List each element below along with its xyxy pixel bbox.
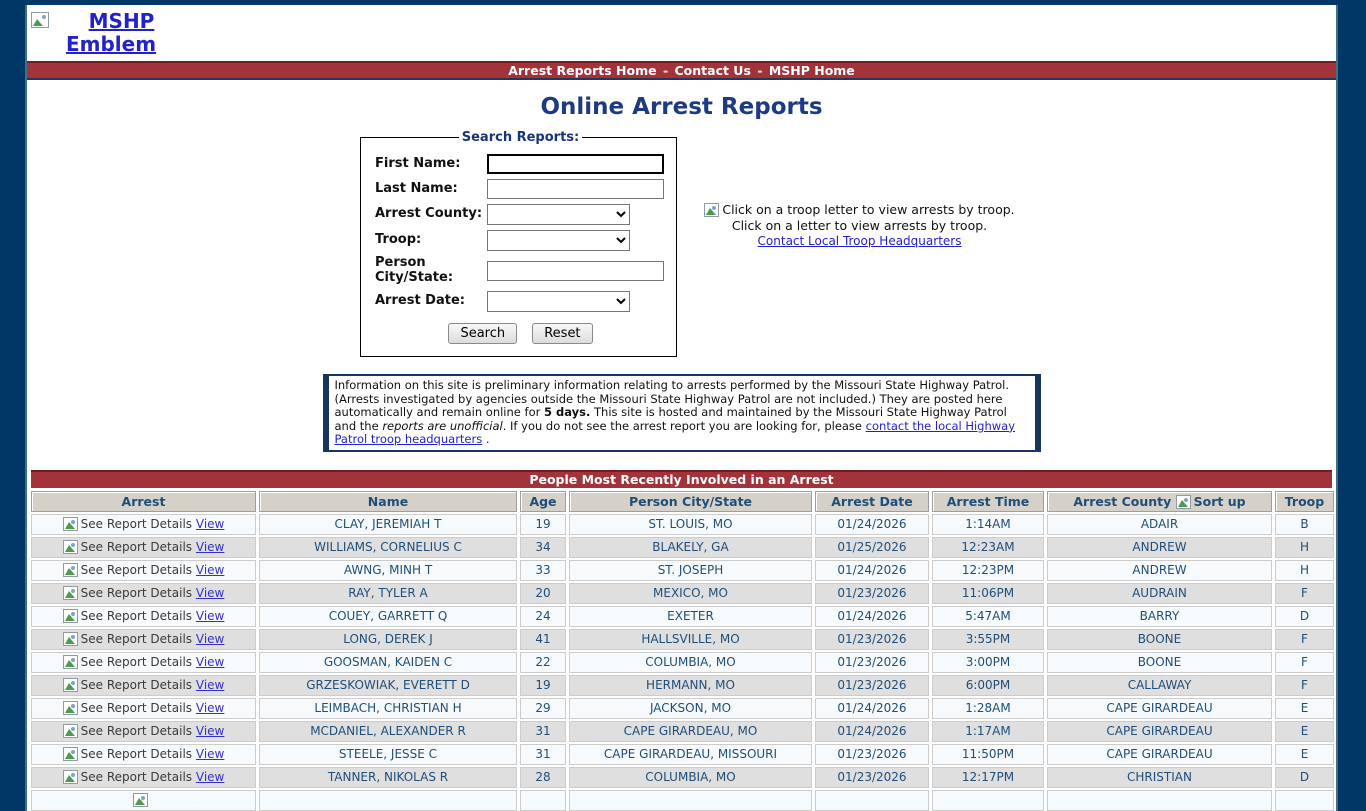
arrest-details-cell — [31, 606, 256, 627]
column-header-age[interactable]: Age — [520, 491, 566, 512]
troop-cell: B — [1275, 514, 1334, 535]
arrest-details-cell — [31, 583, 256, 604]
troop-cell: D — [1275, 767, 1334, 788]
troop-map-alt-text: Click on a troop letter to view arrests by troop. — [722, 202, 1015, 217]
name-cell: CLAY, JEREMIAH T — [259, 514, 517, 535]
arrest-time-cell: 5:47AM — [932, 606, 1044, 627]
arrest-time-cell: 11:06PM — [932, 583, 1044, 604]
contact-local-troop-link[interactable]: Contact Local Troop Headquarters — [757, 234, 962, 249]
see-report-details-icon — [63, 678, 78, 692]
name-cell: TANNER, NIKOLAS R — [259, 767, 517, 788]
arrest-date-cell: 01/24/2026 — [815, 606, 929, 627]
age-cell: 31 — [520, 744, 566, 765]
age-cell: 34 — [520, 537, 566, 558]
name-cell: AWNG, MINH T — [259, 560, 517, 581]
notice-text: This site is hosted and maintained by the Missouri State Highway Patrol and the — [334, 405, 1007, 433]
main-area — [27, 130, 1336, 358]
see-report-details-icon — [63, 563, 78, 577]
arrest-county-cell: AUDRAIN — [1047, 583, 1272, 604]
see-report-details-icon — [63, 517, 78, 531]
arrest-time-cell: 1:17AM — [932, 721, 1044, 742]
troop-select[interactable] — [487, 230, 630, 251]
name-cell: RAY, TYLER A — [259, 583, 517, 604]
arrest-county-cell: ADAIR — [1047, 514, 1272, 535]
age-cell: 24 — [520, 606, 566, 627]
troop-cell: D — [1275, 606, 1334, 627]
arrest-time-cell: 11:50PM — [932, 744, 1044, 765]
nav-separator: - — [752, 63, 767, 78]
city-state-cell: COLUMBIA, MO — [569, 652, 812, 673]
view-report-link[interactable]: View — [195, 631, 225, 646]
results-grid — [31, 488, 1332, 811]
notice-text: . If you do not see the arrest report you are looking for, please — [502, 418, 866, 433]
arrest-date-select[interactable] — [487, 291, 630, 312]
see-report-details-text: See Report Details — [80, 585, 193, 600]
arrest-details-cell — [31, 629, 256, 650]
nav-link-mshp-home[interactable]: MSHP Home — [768, 63, 855, 78]
arrest-county-cell: CAPE GIRARDEAU — [1047, 721, 1272, 742]
see-report-details-text: See Report Details — [80, 746, 193, 761]
city-state-cell: EXETER — [569, 606, 812, 627]
arrest-county-cell: BOONE — [1047, 629, 1272, 650]
arrest-details-cell — [31, 652, 256, 673]
column-header-troop[interactable]: Troop — [1275, 491, 1334, 512]
name-cell: LONG, DEREK J — [259, 629, 517, 650]
view-report-link[interactable]: View — [195, 562, 225, 577]
city-state-cell: HALLSVILLE, MO — [569, 629, 812, 650]
see-report-details-text: See Report Details — [80, 516, 193, 531]
city-state-cell: CAPE GIRARDEAU, MO — [569, 721, 812, 742]
notice-text: . — [482, 432, 490, 447]
arrest-details-cell — [31, 514, 256, 535]
age-cell: 22 — [520, 652, 566, 673]
name-cell: COUEY, GARRETT Q — [259, 606, 517, 627]
search-button[interactable]: Search — [448, 323, 517, 344]
notice-italic-unofficial: reports are unofficial — [382, 418, 503, 433]
see-report-details-text: See Report Details — [80, 631, 193, 646]
arrest-date-label: Arrest Date: — [375, 292, 465, 308]
see-report-details-text: See Report Details — [80, 654, 193, 669]
arrest-time-cell: 12:17PM — [932, 767, 1044, 788]
city-state-cell: HERMANN, MO — [569, 675, 812, 696]
arrest-county-cell: CHRISTIAN — [1047, 767, 1272, 788]
arrest-time-cell: 3:55PM — [932, 629, 1044, 650]
city-state-cell: CAPE GIRARDEAU, MISSOURI — [569, 744, 812, 765]
see-report-details-text: See Report Details — [80, 700, 193, 715]
see-report-details-icon — [63, 724, 78, 738]
name-cell: LEIMBACH, CHRISTIAN H — [259, 698, 517, 719]
notice-bold-days: 5 days. — [544, 405, 591, 420]
city-state-cell: COLUMBIA, MO — [569, 767, 812, 788]
city-state-cell: JACKSON, MO — [569, 698, 812, 719]
see-report-details-icon — [63, 540, 78, 554]
results-section — [31, 470, 1332, 811]
see-report-details-icon — [63, 701, 78, 715]
city-state-cell: MEXICO, MO — [569, 583, 812, 604]
age-cell: 29 — [520, 698, 566, 719]
age-cell: 19 — [520, 675, 566, 696]
first-name-input[interactable] — [487, 154, 664, 174]
arrest-date-cell: 01/23/2026 — [815, 744, 929, 765]
arrest-county-cell: CAPE GIRARDEAU — [1047, 744, 1272, 765]
name-cell: GRZESKOWIAK, EVERETT D — [259, 675, 517, 696]
troop-cell: E — [1275, 698, 1334, 719]
arrest-date-cell: 01/23/2026 — [815, 652, 929, 673]
troop-cell — [1275, 790, 1334, 811]
troop-map-caption: Click on a letter to view arrests by troop. — [731, 217, 988, 233]
city-state-cell: ST. JOSEPH — [569, 560, 812, 581]
view-report-link[interactable]: View — [195, 516, 225, 531]
arrest-date-cell — [815, 790, 929, 811]
arrest-date-cell: 01/24/2026 — [815, 560, 929, 581]
column-header-name[interactable]: Name — [259, 491, 517, 512]
troop-cell: E — [1275, 744, 1334, 765]
arrest-details-cell — [31, 560, 256, 581]
arrest-time-cell — [932, 790, 1044, 811]
troop-cell: F — [1275, 629, 1334, 650]
troop-label: Troop: — [375, 232, 422, 248]
person-city-state-label: Person City/State: — [375, 255, 454, 285]
arrest-county-cell: BARRY — [1047, 606, 1272, 627]
arrest-county-cell — [1047, 790, 1272, 811]
see-report-details-icon — [63, 655, 78, 669]
troop-cell: F — [1275, 675, 1334, 696]
arrest-date-cell: 01/23/2026 — [815, 767, 929, 788]
arrest-details-cell — [31, 698, 256, 719]
age-cell: 28 — [520, 767, 566, 788]
notice-text: Information on this site is preliminary information relating to arrests performed by the Missouri State Highway Patrol. (Arrests investigated by agencies outside the Missouri State Highway Patrol are not included.) They are posted here automatically and remain online for — [334, 378, 1010, 420]
arrest-date-cell: 01/23/2026 — [815, 675, 929, 696]
top-navbar — [27, 61, 1336, 80]
broken-image-icon — [31, 12, 49, 28]
person-city-state-input[interactable] — [487, 261, 664, 281]
view-report-link[interactable]: View — [195, 654, 225, 669]
arrest-details-cell — [31, 744, 256, 765]
mshp-emblem-alt-text: MSHP Emblem — [65, 9, 157, 56]
see-report-details-icon — [63, 747, 78, 761]
column-header-arrest-time[interactable]: Arrest Time — [932, 491, 1044, 512]
name-cell: STEELE, JESSE C — [259, 744, 517, 765]
search-reports-legend: Search Reports: — [461, 130, 580, 145]
see-report-details-icon — [63, 770, 78, 784]
arrest-county-label: Arrest County: — [375, 206, 483, 222]
column-header-arrest-date[interactable]: Arrest Date — [815, 491, 929, 512]
see-report-details-text: See Report Details — [80, 562, 193, 577]
arrest-time-cell: 6:00PM — [932, 675, 1044, 696]
last-name-input[interactable] — [487, 179, 664, 199]
arrest-time-cell: 12:23AM — [932, 537, 1044, 558]
view-report-link[interactable]: View — [195, 539, 225, 554]
page-title: Online Arrest Reports — [540, 94, 823, 120]
mshp-emblem-link[interactable] — [31, 10, 191, 56]
page-frame — [25, 5, 1338, 811]
troop-cell: H — [1275, 537, 1334, 558]
arrest-time-cell: 12:23PM — [932, 560, 1044, 581]
see-report-details-icon — [63, 609, 78, 623]
view-report-link[interactable]: View — [195, 746, 225, 761]
see-report-details-text: See Report Details — [80, 539, 193, 554]
arrest-county-cell: ANDREW — [1047, 537, 1272, 558]
column-header-arrest[interactable]: Arrest — [31, 491, 256, 512]
age-cell — [520, 790, 566, 811]
name-cell — [259, 790, 517, 811]
arrest-county-cell: BOONE — [1047, 652, 1272, 673]
age-cell: 31 — [520, 721, 566, 742]
arrest-date-cell: 01/23/2026 — [815, 629, 929, 650]
arrest-county-cell: CALLAWAY — [1047, 675, 1272, 696]
troop-cell: E — [1275, 721, 1334, 742]
arrest-date-cell: 01/24/2026 — [815, 721, 929, 742]
city-state-cell: BLAKELY, GA — [569, 537, 812, 558]
name-cell: WILLIAMS, CORNELIUS C — [259, 537, 517, 558]
view-report-link[interactable]: View — [195, 677, 225, 692]
arrest-county-select[interactable] — [487, 204, 630, 225]
arrest-date-cell: 01/24/2026 — [815, 514, 929, 535]
see-report-details-text: See Report Details — [80, 723, 193, 738]
arrest-date-cell: 01/25/2026 — [815, 537, 929, 558]
view-report-link[interactable]: View — [195, 608, 225, 623]
age-cell: 33 — [520, 560, 566, 581]
search-reports-fieldset — [360, 130, 677, 357]
see-report-details-text: See Report Details — [80, 769, 193, 784]
view-report-link[interactable]: View — [195, 585, 225, 600]
see-report-details-text: See Report Details — [80, 608, 193, 623]
nav-link-contact-us[interactable]: Contact Us — [674, 63, 751, 78]
name-cell: GOOSMAN, KAIDEN C — [259, 652, 517, 673]
first-name-label: First Name: — [375, 155, 461, 171]
troop-cell: F — [1275, 583, 1334, 604]
column-header-city-state[interactable]: Person City/State — [569, 491, 812, 512]
arrest-county-cell: CAPE GIRARDEAU — [1047, 698, 1272, 719]
arrest-details-cell — [31, 790, 256, 811]
arrest-details-cell — [31, 675, 256, 696]
see-report-details-text: See Report Details — [80, 677, 193, 692]
see-report-details-icon — [63, 586, 78, 600]
name-cell: MCDANIEL, ALEXANDER R — [259, 721, 517, 742]
broken-image-icon — [704, 203, 719, 217]
troop-cell: F — [1275, 652, 1334, 673]
contact-troop-headquarters-link[interactable]: contact the local Highway Patrol troop headquarters — [334, 418, 1016, 447]
arrest-county-cell: ANDREW — [1047, 560, 1272, 581]
column-header-arrest-county[interactable]: Arrest County Sort up — [1047, 491, 1272, 512]
view-report-link[interactable]: View — [195, 723, 225, 738]
arrest-time-cell: 1:28AM — [932, 698, 1044, 719]
disclaimer-notice — [323, 374, 1041, 452]
sort-up-label: Sort up — [1193, 493, 1246, 509]
city-state-cell: ST. LOUIS, MO — [569, 514, 812, 535]
see-report-details-icon — [133, 793, 148, 807]
age-cell: 20 — [520, 583, 566, 604]
troop-map-info — [687, 202, 1032, 249]
arrest-details-cell — [31, 767, 256, 788]
nav-separator: - — [658, 63, 673, 78]
see-report-details-icon — [63, 632, 78, 646]
results-banner: People Most Recently Involved in an Arrest — [31, 470, 1332, 488]
city-state-cell — [569, 790, 812, 811]
arrest-date-cell: 01/24/2026 — [815, 698, 929, 719]
view-report-link[interactable]: View — [195, 700, 225, 715]
site-header — [27, 5, 1336, 61]
age-cell: 41 — [520, 629, 566, 650]
last-name-label: Last Name: — [375, 180, 458, 196]
nav-link-arrest-reports-home[interactable]: Arrest Reports Home — [508, 63, 657, 78]
sort-up-icon — [1176, 495, 1191, 509]
arrest-details-cell — [31, 537, 256, 558]
troop-cell: H — [1275, 560, 1334, 581]
arrest-details-cell — [31, 721, 256, 742]
age-cell: 19 — [520, 514, 566, 535]
reset-button[interactable]: Reset — [532, 323, 592, 344]
arrest-time-cell: 1:14AM — [932, 514, 1044, 535]
arrest-date-cell: 01/23/2026 — [815, 583, 929, 604]
view-report-link[interactable]: View — [195, 769, 225, 784]
arrest-time-cell: 3:00PM — [932, 652, 1044, 673]
